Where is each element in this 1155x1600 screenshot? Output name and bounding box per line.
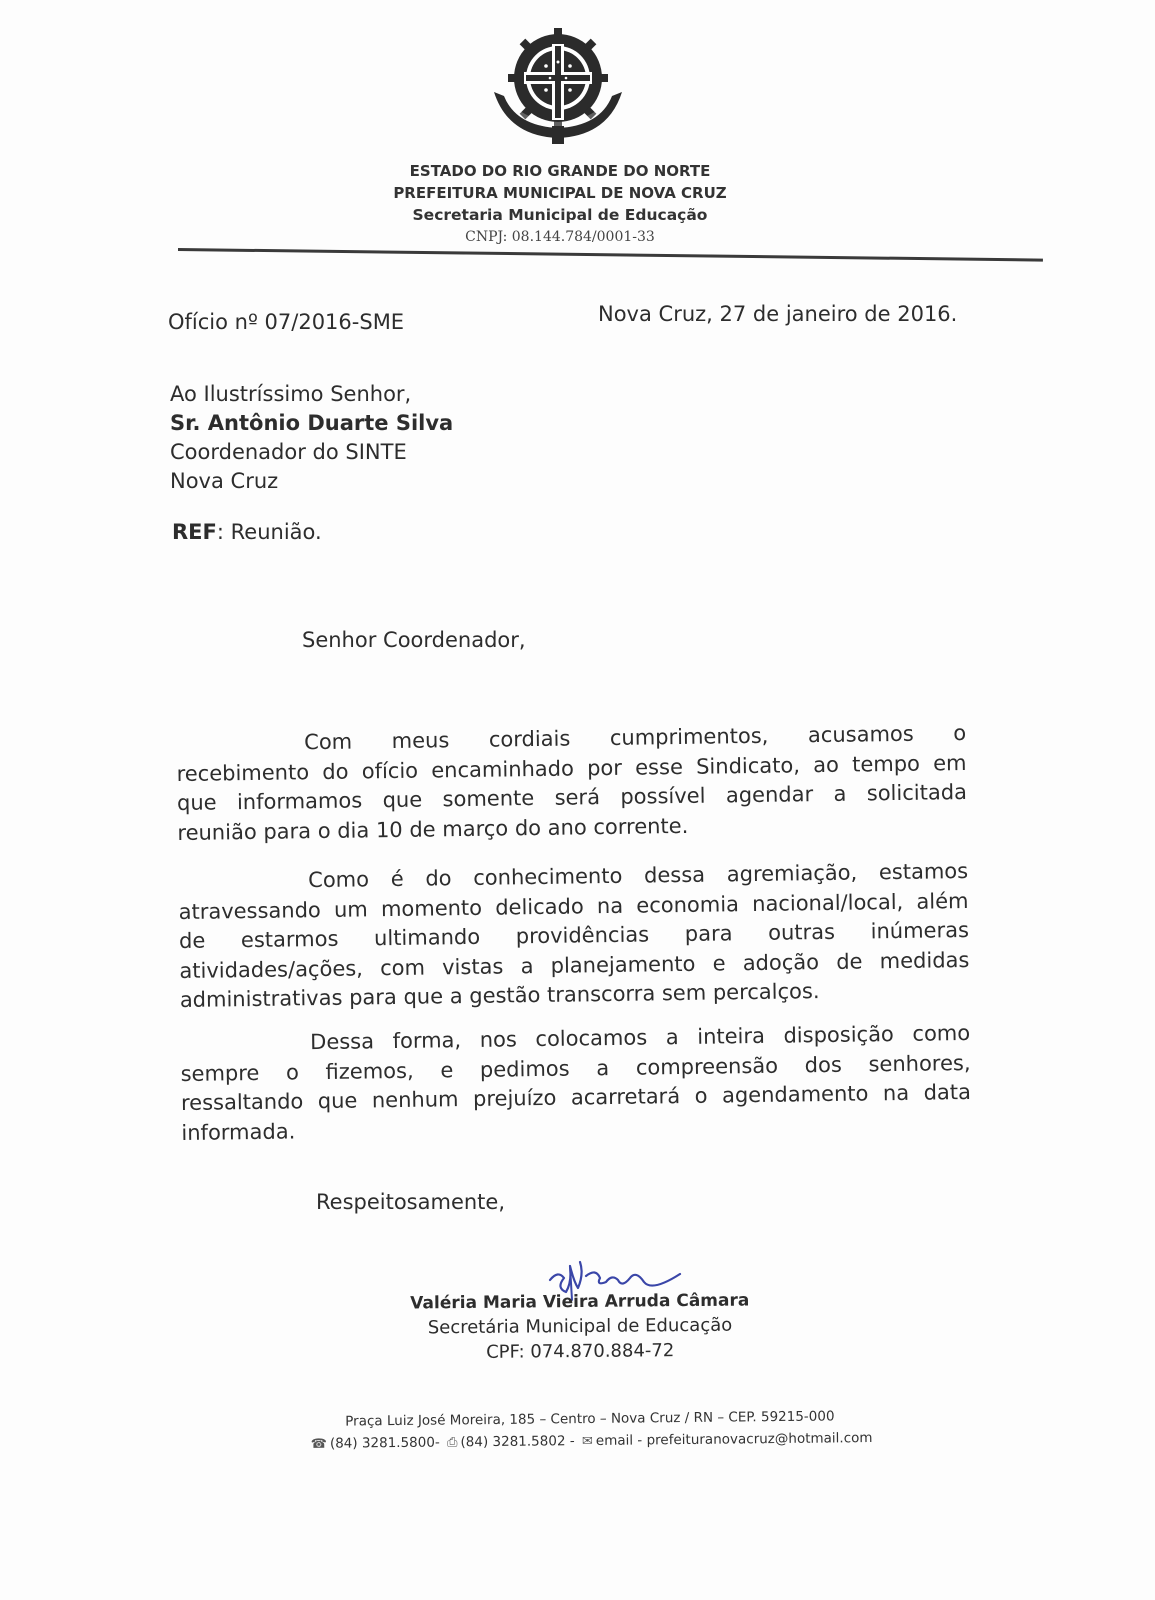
recipient-role: Coordenador do SINTE bbox=[170, 440, 407, 464]
email-icon: ✉ bbox=[581, 1433, 593, 1450]
footer-address: Praça Luiz José Moreira, 185 – Centro – Nova Cruz / RN – CEP. 59215-000 bbox=[345, 1408, 835, 1430]
paragraph-line: de estarmos ultimando providências para outras inúmeras bbox=[178, 917, 970, 953]
closing: Respeitosamente, bbox=[316, 1190, 505, 1214]
paragraph-line: reunião para o dia 10 de março do ano corrente. bbox=[177, 813, 689, 845]
greeting: Senhor Coordenador, bbox=[302, 628, 526, 652]
reference-line bbox=[172, 518, 322, 547]
paragraph-line: informada. bbox=[181, 1118, 296, 1145]
header-divider bbox=[178, 248, 1043, 262]
footer-fax: (84) 3281.5802 - bbox=[460, 1433, 575, 1451]
fax-icon: ⎙ bbox=[447, 1435, 458, 1451]
paragraph-line: ressaltando que nenhum prejuízo acarretará o agendamento na data bbox=[180, 1079, 972, 1115]
footer-phone: (84) 3281.5800- bbox=[329, 1434, 440, 1452]
signer-name: Valéria Maria Vieira Arruda Câmara bbox=[410, 1290, 750, 1314]
letterhead bbox=[370, 160, 750, 248]
salutation-line: Ao Ilustríssimo Senhor, bbox=[170, 382, 412, 406]
letter-date: Nova Cruz, 27 de janeiro de 2016. bbox=[598, 302, 958, 326]
reference-text: : Reunião. bbox=[216, 520, 322, 544]
signer-cpf: CPF: 074.870.884-72 bbox=[486, 1340, 675, 1363]
oficio-number: Ofício nº 07/2016-SME bbox=[168, 310, 405, 334]
phone-icon: ☎ bbox=[310, 1436, 327, 1452]
paragraph-3 bbox=[180, 1019, 972, 1148]
letterhead-prefecture: PREFEITURA MUNICIPAL DE NOVA CRUZ bbox=[393, 184, 727, 202]
letterhead-state: ESTADO DO RIO GRANDE DO NORTE bbox=[409, 162, 711, 180]
footer-email: prefeituranovacruz@hotmail.com bbox=[646, 1430, 873, 1449]
paragraph-line: Como é do conhecimento dessa agremiação, estamos bbox=[308, 858, 969, 893]
paragraph-line: administrativas para que a gestão transcorra sem percalços. bbox=[179, 979, 820, 1012]
municipal-crest-icon bbox=[488, 26, 628, 150]
signature-block bbox=[380, 1288, 781, 1365]
footer-email-label: email - bbox=[595, 1432, 643, 1449]
signer-role: Secretária Municipal de Educação bbox=[427, 1314, 733, 1339]
letterhead-secretariat: Secretaria Municipal de Educação bbox=[412, 206, 708, 224]
footer bbox=[290, 1405, 890, 1456]
reference-label: REF bbox=[172, 520, 217, 544]
recipient-city: Nova Cruz bbox=[170, 469, 279, 493]
footer-contacts bbox=[290, 1427, 890, 1456]
paragraph-line: atividades/ações, com vistas a planejamento e adoção de medidas bbox=[179, 947, 970, 983]
recipient-name: Sr. Antônio Duarte Silva bbox=[170, 411, 454, 435]
paragraph-line: atravessando um momento delicado na economia nacional/local, além bbox=[178, 888, 969, 924]
letterhead-cnpj: CNPJ: 08.144.784/0001-33 bbox=[465, 229, 655, 245]
paragraph-line: sempre o fizemos, e pedimos a compreensão dos senhores, bbox=[180, 1050, 971, 1086]
paragraph-2 bbox=[178, 857, 970, 1016]
paragraph-line: que informamos que somente será possível agendar a solicitada bbox=[176, 779, 968, 815]
paragraph-line: Com meus cordiais cumprimentos, acusamos o bbox=[304, 720, 967, 755]
paragraph-1 bbox=[176, 719, 968, 848]
recipient-block bbox=[170, 380, 453, 496]
paragraph-line: Dessa forma, nos colocamos a inteira disposição como bbox=[310, 1020, 971, 1055]
paragraph-line: recebimento do ofício encaminhado por esse Sindicato, ao tempo em bbox=[176, 750, 967, 786]
